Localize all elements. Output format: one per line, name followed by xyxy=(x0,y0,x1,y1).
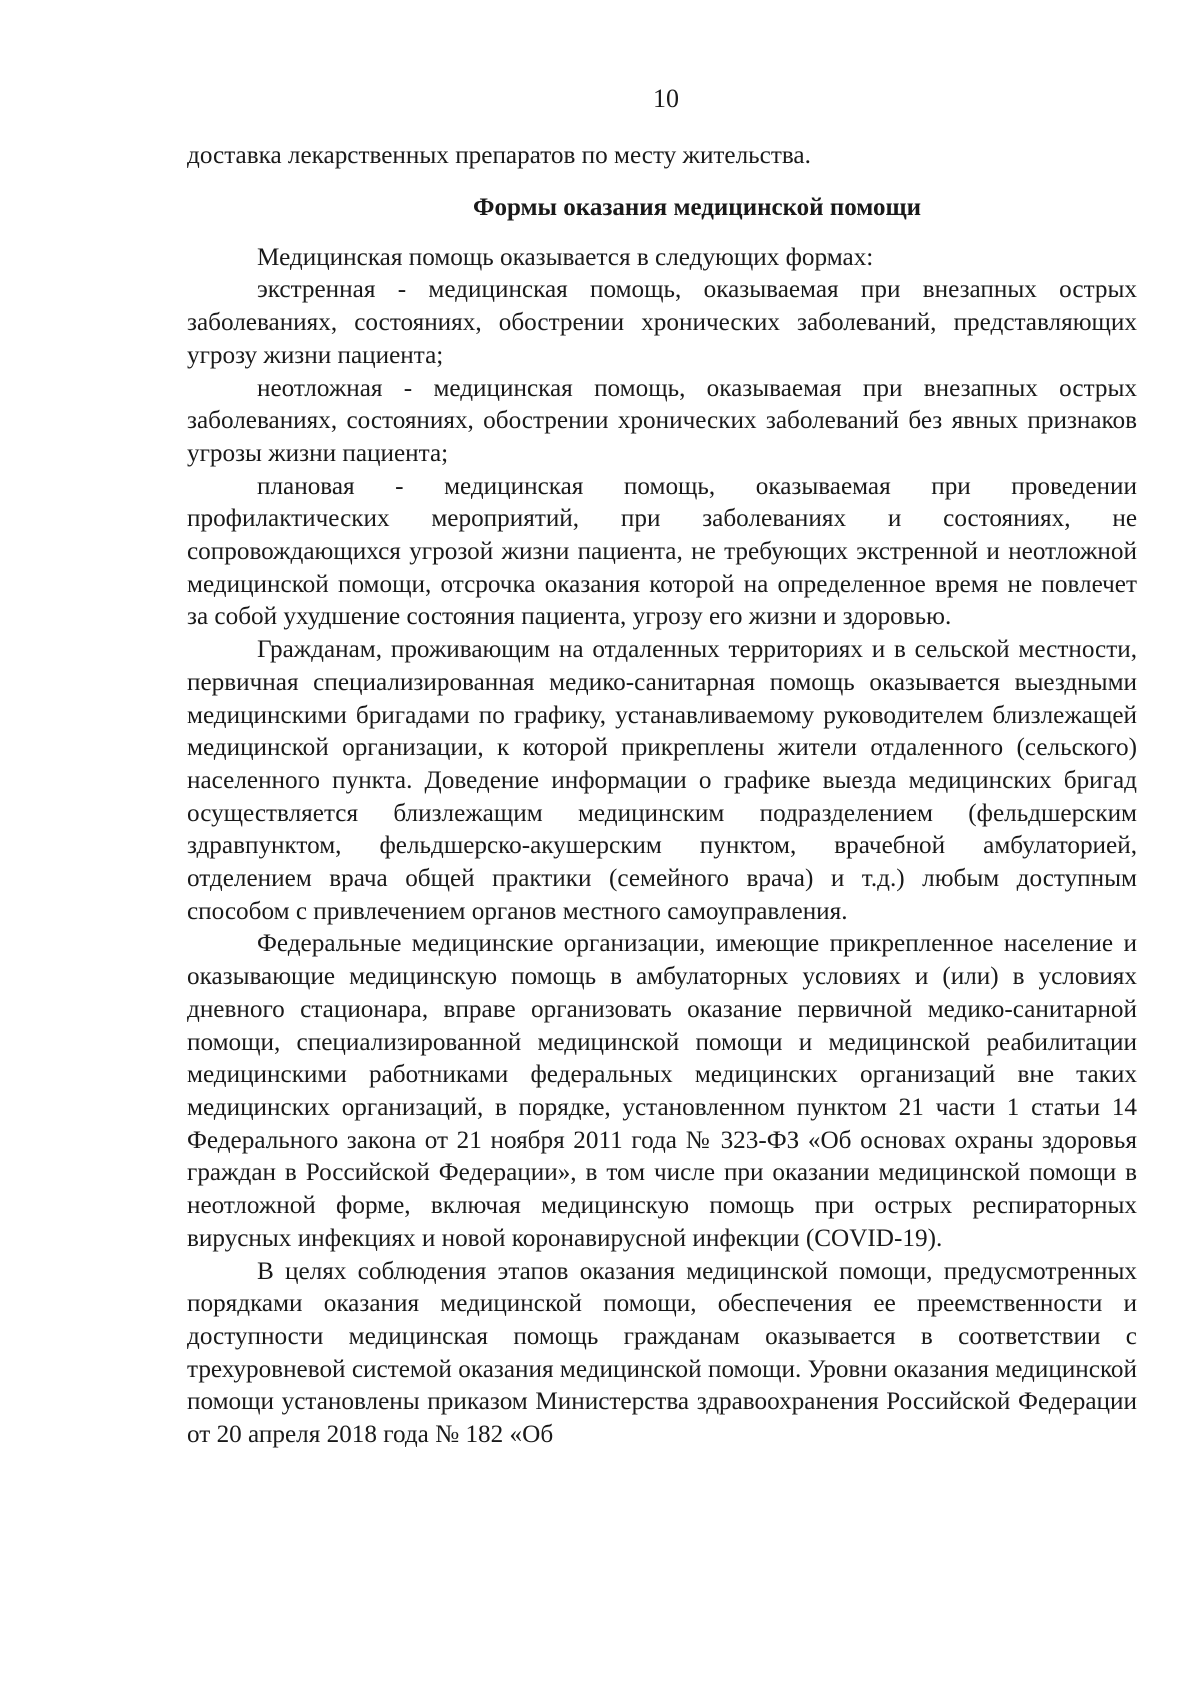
paragraph-forms-intro: Медицинская помощь оказывается в следующих формах: xyxy=(257,243,874,271)
lead-line: доставка лекарственных препаратов по месту жительства. xyxy=(187,142,811,169)
paragraph-remote-territories: Гражданам, проживающим на отдаленных территориях и в сельской местности, первичная специализированная медико-санитарная помощь оказывается выездными медицинскими бригадами по графику, устанавливаемому руководителем близлежащей медицинской организации, к которой прикреплены жители отдаленного (сельского) населенного пункта. Доведение информации о графике выезда медицинских бригад осуществляется близлежащим медицинским подразделением (фельдшерским здравпунктом, фельдшерско-акушерским пунктом, врачебной амбулаторией, отделением врача общей практики (семейного врача) и т.д.) любым доступным способом с привлечением органов местного самоуправления. xyxy=(187,636,1137,925)
paragraph-federal-organizations: Федеральные медицинские организации, имеющие прикрепленное население и оказывающие медицинскую помощь в амбулаторных условиях и (или) в условиях дневного стационара, вправе организовать оказание первичной медико-санитарной помощи, специализированной медицинской помощи и медицинской реабилитации медицинскими работниками федеральных медицинских организаций вне таких медицинских организаций, в порядке, установленном пунктом 21 части 1 статьи 14 Федерального закона от 21 ноября 2011 года № 323-ФЗ «Об основах охраны здоровья граждан в Российской Федерации», в том числе при оказании медицинской помощи в неотложной форме, включая медицинскую помощь при острых респираторных вирусных инфекциях и новой коронавирусной инфекции (COVID-19). xyxy=(187,930,1137,1252)
paragraph-planned-form: плановая - медицинская помощь, оказываемая при проведении профилактических мероприятий, при заболеваниях и состояниях, не сопровождающихся угрозой жизни пациента, не требующих экстренной и неотложной медицинской помощи, отсрочка оказания которой на определенное время не повлечет за собой ухудшение состояния пациента, угрозу его жизни и здоровью. xyxy=(187,472,1137,631)
paragraph-emergency-form: экстренная - медицинская помощь, оказываемая при внезапных острых заболеваниях, состояниях, обострении хронических заболеваний, представляющих угрозу жизни пациента; xyxy=(187,276,1137,369)
paragraph-urgent-form: неотложная - медицинская помощь, оказываемая при внезапных острых заболеваниях, состояниях, обострении хронических заболеваний без явных признаков угрозы жизни пациента; xyxy=(187,374,1137,467)
document-body xyxy=(187,140,1137,1452)
section-heading: Формы оказания медицинской помощи xyxy=(473,193,921,221)
paragraph-three-level-system: В целях соблюдения этапов оказания медицинской помощи, предусмотренных порядками оказания медицинской помощи, обеспечения ее преемственности и доступности медицинская помощь гражданам оказывается в соответствии с трехуровневой системой оказания медицинской помощи. Уровни оказания медицинской помощи установлены приказом Министерства здравоохранения Российской Федерации от 20 апреля 2018 года № 182 «Об xyxy=(187,1257,1137,1449)
page-number: 10 xyxy=(653,84,679,113)
